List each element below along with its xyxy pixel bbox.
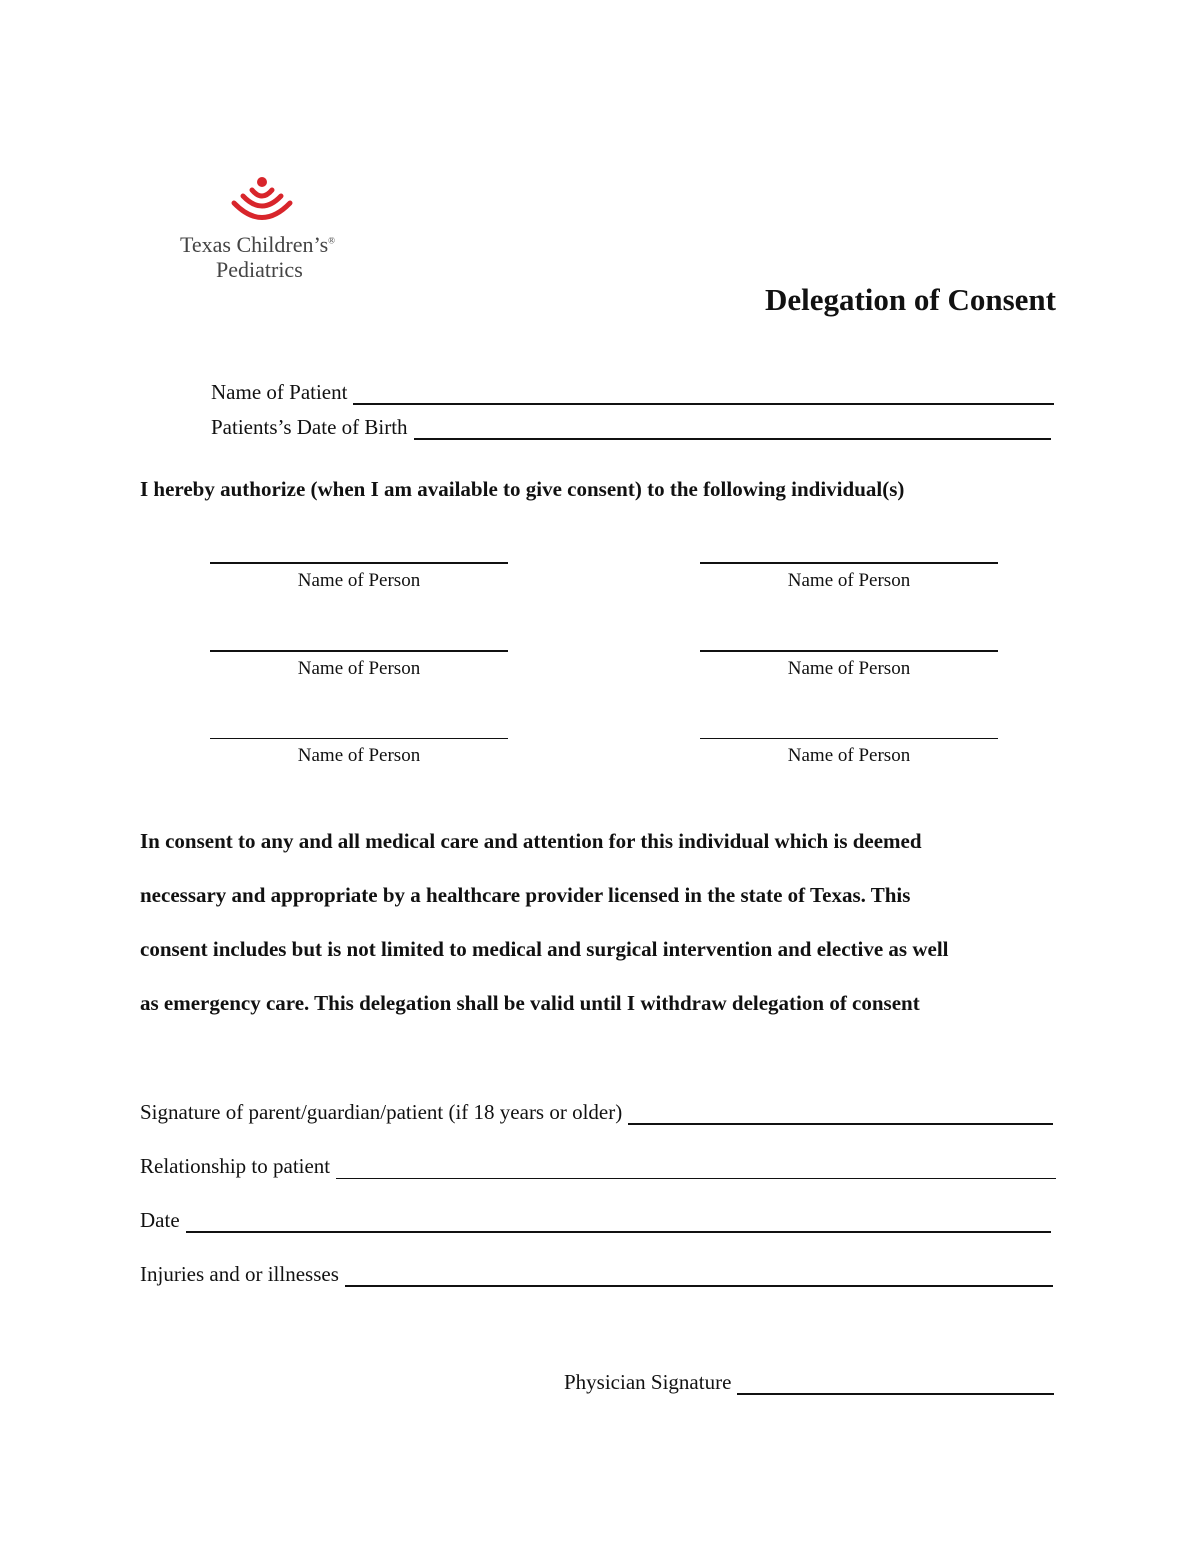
patient-dob-label: Patients’s Date of Birth <box>211 415 408 439</box>
person-name-line[interactable] <box>700 562 998 564</box>
injuries-line[interactable] <box>345 1263 1053 1287</box>
physician-signature-label: Physician Signature <box>564 1370 732 1394</box>
relationship-line[interactable] <box>336 1156 1056 1179</box>
person-slot <box>210 738 508 767</box>
consent-paragraph-line: as emergency care. This delegation shall be valid until I withdraw delegation of consent <box>140 991 920 1015</box>
relationship-field <box>140 1154 1056 1179</box>
person-name-label: Name of Person <box>787 745 911 766</box>
relationship-label: Relationship to patient <box>140 1154 331 1178</box>
physician-signature-line[interactable] <box>737 1371 1054 1395</box>
signature-field <box>140 1100 1053 1125</box>
person-slot <box>700 562 998 592</box>
signature-line[interactable] <box>628 1101 1053 1125</box>
date-line[interactable] <box>186 1209 1051 1233</box>
person-name-label: Name of Person <box>297 745 421 766</box>
patient-dob-field <box>211 415 1051 440</box>
patient-dob-line[interactable] <box>414 416 1051 440</box>
logo <box>180 176 360 286</box>
person-name-label: Name of Person <box>787 658 911 679</box>
injuries-field <box>140 1262 1053 1287</box>
consent-paragraph-line: consent includes but is not limited to medical and surgical intervention and elective as well <box>140 937 949 961</box>
person-slot <box>210 650 508 680</box>
registered-mark: ® <box>328 235 335 246</box>
consent-paragraph-line: necessary and appropriate by a healthcare provider licensed in the state of Texas. This <box>140 883 911 907</box>
date-field <box>140 1208 1051 1233</box>
authorize-statement: I hereby authorize (when I am available to give consent) to the following individual(s) <box>140 477 905 501</box>
person-name-label: Name of Person <box>787 570 911 591</box>
person-name-label: Name of Person <box>297 570 421 591</box>
physician-signature-field <box>564 1370 1054 1395</box>
person-slot <box>700 650 998 680</box>
heart-waves-icon <box>228 176 296 228</box>
person-name-line[interactable] <box>700 650 998 652</box>
page-title: Delegation of Consent <box>764 282 1056 317</box>
person-slot <box>700 738 998 767</box>
date-label: Date <box>140 1208 180 1232</box>
person-name-line[interactable] <box>700 738 998 739</box>
injuries-label: Injuries and or illnesses <box>140 1262 339 1286</box>
person-name-line[interactable] <box>210 738 508 739</box>
patient-name-line[interactable] <box>353 381 1054 405</box>
logo-name-line1: Texas Children’s® <box>180 232 335 257</box>
signature-label: Signature of parent/guardian/patient (if 18 years or older) <box>140 1100 623 1124</box>
person-slot <box>210 562 508 592</box>
consent-paragraph-line: In consent to any and all medical care and attention for this individual which is deemed <box>140 829 922 853</box>
person-name-line[interactable] <box>210 562 508 564</box>
person-name-label: Name of Person <box>297 658 421 679</box>
patient-name-field <box>211 380 1054 405</box>
person-name-line[interactable] <box>210 650 508 652</box>
logo-name-line2: Pediatrics <box>216 257 303 282</box>
patient-name-label: Name of Patient <box>211 380 348 404</box>
